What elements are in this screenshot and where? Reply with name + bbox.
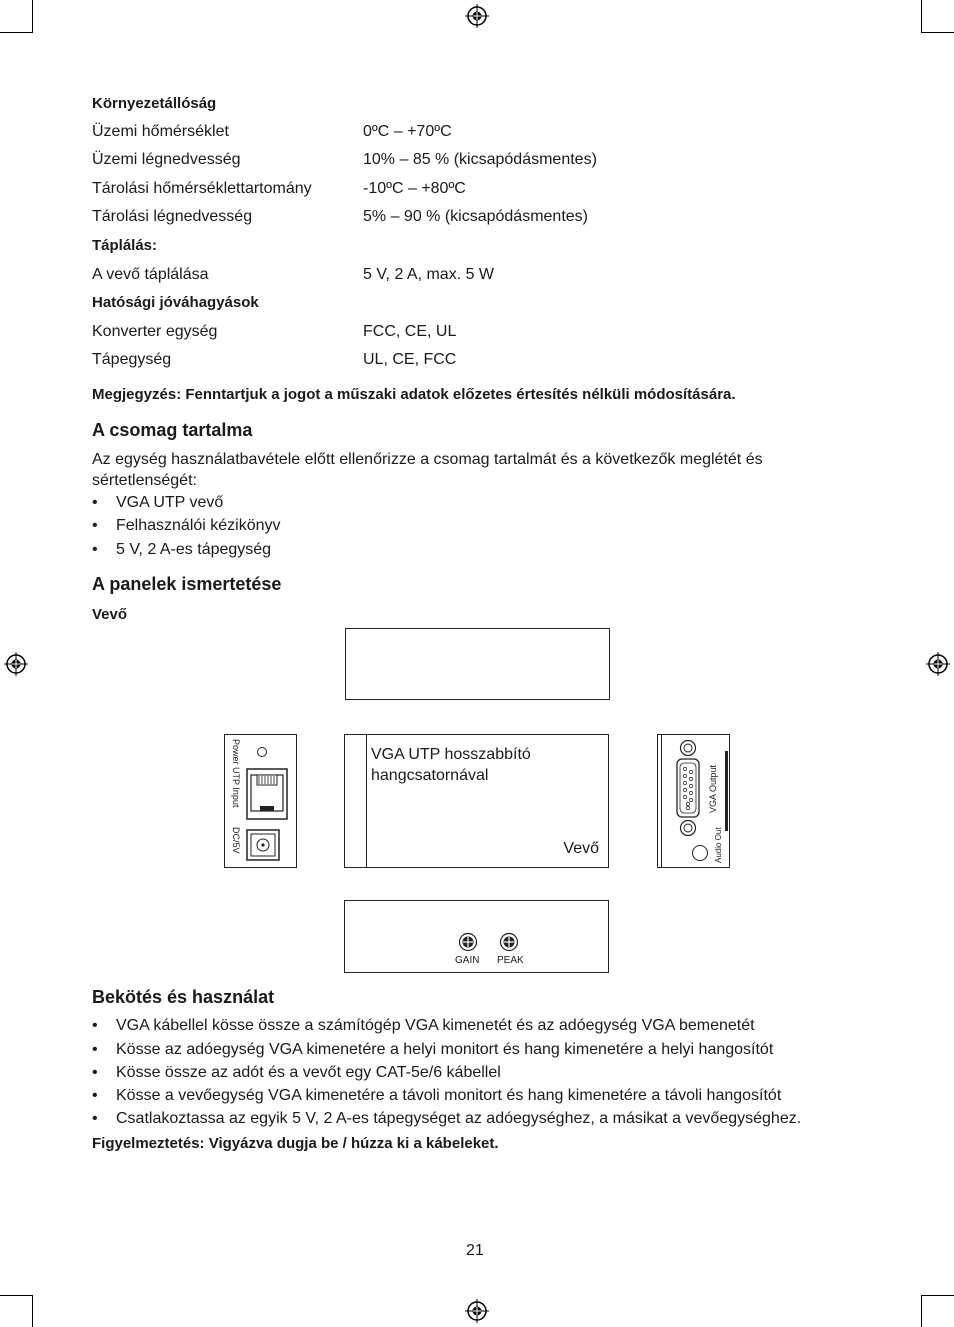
package-heading: A csomag tartalma [92,420,253,440]
vga-output-label: VGA Output [708,764,718,813]
registration-mark-icon [464,1298,490,1324]
audio-jack-icon [691,844,709,862]
package-intro: Az egység használatbavétele előtt ellenőrizze a csomag tartalmát és a következők meglétét és [92,451,763,468]
vga-port-icon [675,738,701,838]
front-panel [344,734,609,868]
right-panel [657,734,730,868]
registration-mark-icon [3,651,29,677]
bottom-panel [344,900,609,973]
front-panel-corner-label: Vevő [563,840,599,857]
usage-heading: Bekötés és használat [92,987,275,1007]
spec-label: Üzemi hőmérséklet [92,123,229,140]
rj45-port-icon [246,768,288,820]
registration-mark-icon [464,3,490,29]
approvals-heading: Hatósági jóváhagyások [92,294,259,311]
spec-label: Tárolási hőmérséklettartomány [92,180,312,197]
peak-label: PEAK [497,955,524,966]
crop-mark [921,32,954,33]
front-panel-divider [366,735,367,867]
environment-heading: Környezetállóság [92,95,217,112]
dc-jack-icon [246,829,280,861]
top-panel [345,628,610,700]
spec-label: Tárolási légnedvesség [92,208,253,225]
spec-value: -10ºC – +80ºC [363,180,466,197]
spec-value: 0ºC – +70ºC [363,123,452,140]
registration-mark-icon [925,651,951,677]
panels-subheading: Vevő [92,606,128,623]
page-number: 21 [466,1242,484,1259]
spec-label: Konverter egység [92,323,218,340]
spec-label: Tápegység [92,351,172,368]
note: Megjegyzés: Fenntartjuk a jogot a műszaki adatok előzetes értesítés nélküli módosítására. [92,386,736,403]
crop-mark [0,1295,33,1296]
spec-value: FCC, CE, UL [363,323,457,340]
front-panel-title: VGA UTP hosszabbító [371,746,531,763]
audio-out-label: Audio Out [714,827,723,863]
spec-label: A vevő táplálása [92,266,209,283]
peak-knob-icon [499,932,519,952]
spec-value: UL, CE, FCC [363,351,457,368]
right-panel-bar [725,751,728,831]
crop-mark [921,1295,922,1327]
gain-label: GAIN [455,955,480,966]
power-utp-input-label: Power UTP Input [231,739,241,808]
crop-mark [921,0,922,33]
crop-mark [0,32,33,33]
power-heading: Táplálás: [92,237,158,254]
front-panel-title: hangcsatornával [371,767,489,784]
spec-value: 5% – 90 % (kicsapódásmentes) [363,208,588,225]
crop-mark [32,1295,33,1327]
left-panel [224,734,297,868]
gain-knob-icon [458,932,478,952]
spec-value: 10% – 85 % (kicsapódásmentes) [363,151,597,168]
right-panel-edge [661,735,662,867]
power-led-icon [256,746,268,758]
crop-mark [32,0,33,33]
spec-label: Üzemi légnedvesség [92,151,241,168]
spec-value: 5 V, 2 A, max. 5 W [363,266,495,283]
dc5v-label: DC/5V [231,827,241,854]
package-intro: sértetlenségét: [92,472,197,489]
warning: Figyelmeztetés: Vigyázva dugja be / húzza ki a kábeleket. [92,1135,499,1152]
panels-heading: A panelek ismertetése [92,574,282,594]
crop-mark [921,1295,954,1296]
